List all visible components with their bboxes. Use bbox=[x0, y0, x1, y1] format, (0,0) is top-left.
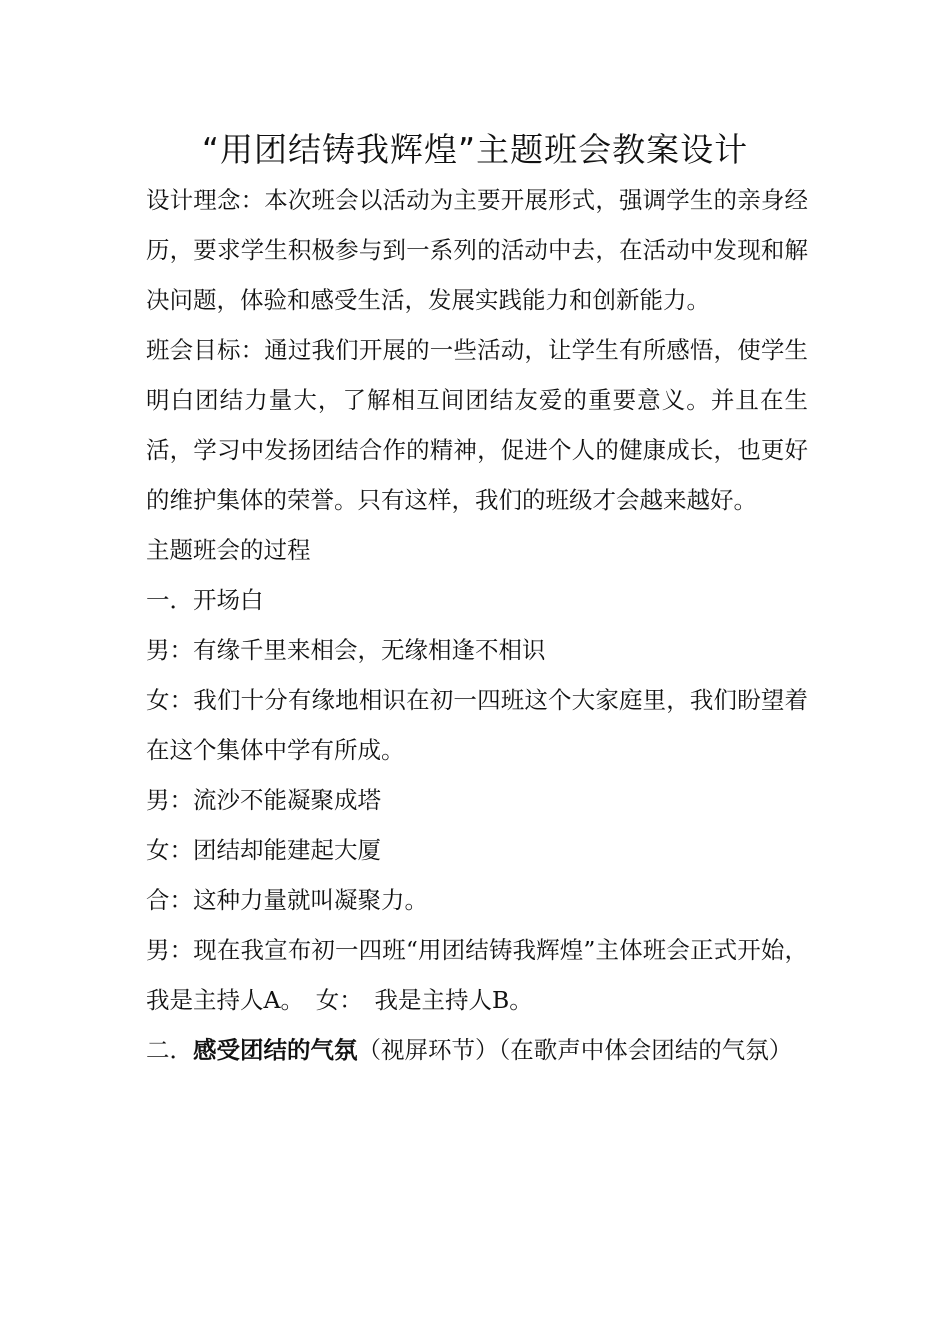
dialogue-line-male-2: 男：流沙不能凝聚成塔 bbox=[146, 786, 381, 814]
design-concept-paragraph: 设计理念：本次班会以活动为主要开展形式，强调学生的亲身经历，要求学生积极参与到一系列的活动中去，在活动中发现和解决问题，体验和感受生活，发展实践能力和创新能力。 bbox=[146, 186, 808, 314]
section-2-title: 感受团结的气氛 bbox=[193, 1036, 358, 1064]
section-2-number: 二． bbox=[146, 1036, 193, 1064]
dialogue-line-together: 合：这种力量就叫凝聚力。 bbox=[146, 886, 428, 914]
section-1-heading: 一．开场白 bbox=[146, 586, 264, 614]
process-heading: 主题班会的过程 bbox=[146, 536, 311, 564]
dialogue-line-male-3: 男：现在我宣布初一四班“用团结铸我辉煌”主体班会正式开始，我是主持人A。 女： 我是主持人B。 bbox=[146, 936, 808, 1014]
document-body bbox=[146, 175, 808, 1075]
section-2-heading bbox=[146, 1025, 808, 1075]
section-2-note: （视屏环节）（在歌声中体会团结的气氛） bbox=[357, 1036, 793, 1064]
class-goal-paragraph: 班会目标：通过我们开展的一些活动，让学生有所感悟，使学生明白团结力量大，了解相互间团结友爱的重要意义。并且在生活，学习中发扬团结合作的精神，促进个人的健康成长，也更好的维护集体的荣誉。只有这样，我们的班级才会越来越好。 bbox=[146, 336, 808, 514]
dialogue-line-male-1: 男：有缘千里来相会，无缘相逢不相识 bbox=[146, 636, 546, 664]
dialogue-line-female-1: 女：我们十分有缘地相识在初一四班这个大家庭里，我们盼望着在这个集体中学有所成。 bbox=[146, 686, 808, 764]
dialogue-line-female-2: 女：团结却能建起大厦 bbox=[146, 836, 381, 864]
document-title: “用团结铸我辉煌”主题班会教案设计 bbox=[201, 130, 749, 169]
